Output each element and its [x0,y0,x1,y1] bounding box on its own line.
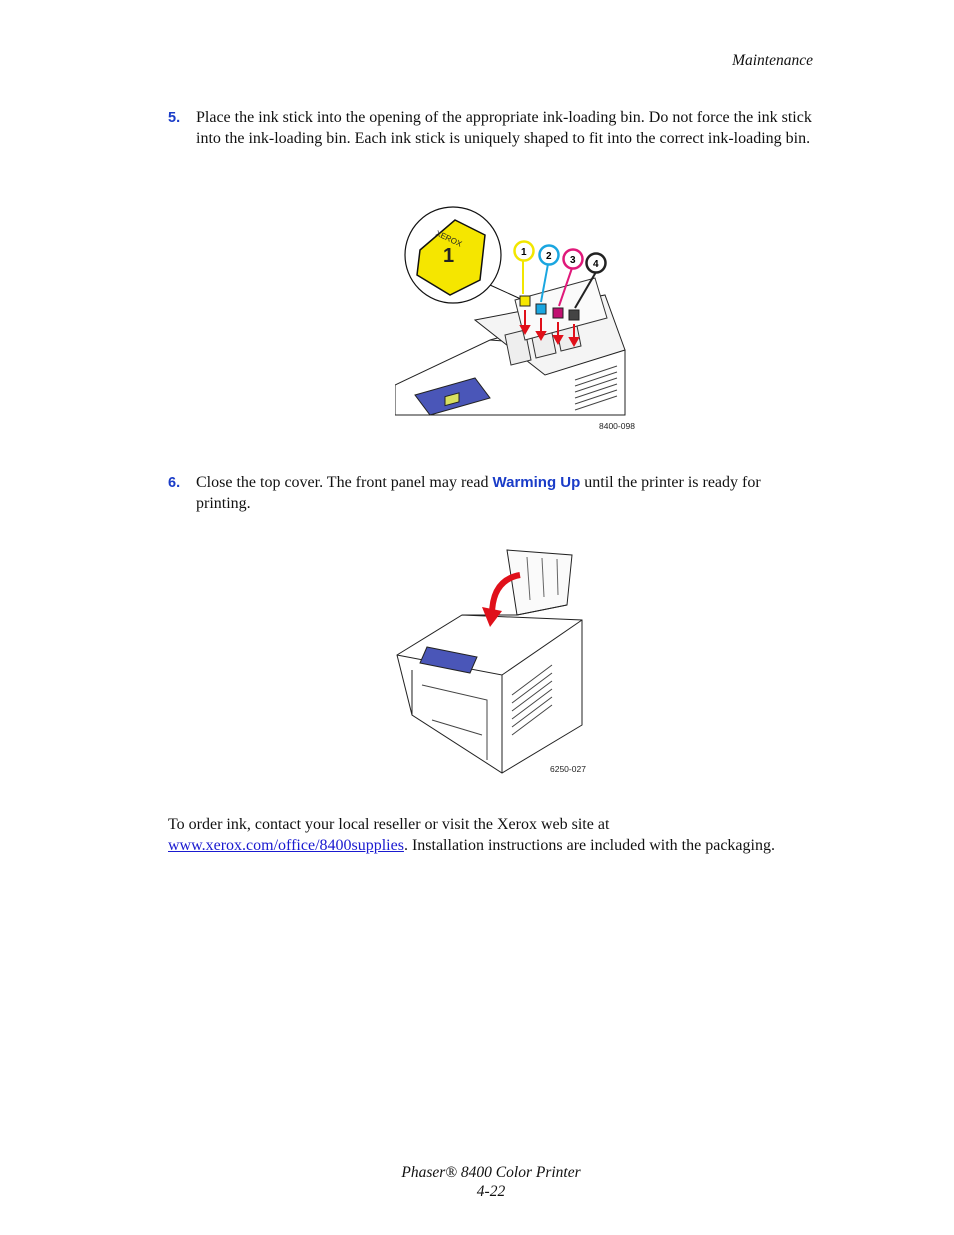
step-number: 6. [168,475,181,491]
supplies-link[interactable]: www.xerox.com/office/8400supplies [168,836,404,854]
running-header: Maintenance [732,52,813,69]
printer-ink-illustration [395,200,645,420]
stick-brand: XEROX [434,228,464,249]
page-footer [0,1163,954,1201]
callouts [515,242,606,273]
front-panel-message: Warming Up [492,474,581,491]
callout-2: 2 [546,251,552,262]
figure-caption: 6250-027 [550,764,586,774]
callout-1: 1 [521,247,527,258]
step-text: Place the ink stick into the opening of the appropriate ink-loading bin. Do not force the ink stick into the ink-loading bin. Each ink stick is uniquely shaped to fit into the correct ink-loading bin. [196,109,812,147]
callout-3: 3 [570,255,576,266]
figure-ink-loading [395,200,645,430]
page-number: 4-22 [476,1183,506,1200]
step-number: 5. [168,110,181,126]
order-ink-note: To order ink, contact your local reseller or visit the Xerox web site at www.xerox.com/office/8400supplies. Installation instructions are included with the packaging. [168,816,775,854]
figure-caption: 8400-098 [599,421,635,431]
printer-close-illustration [392,545,592,777]
step-text: Close the top cover. The front panel may read Warming Up until the printer is ready for printing. [196,474,761,512]
step-6 [168,473,813,514]
footer-product: Phaser® 8400 Color Printer [401,1164,581,1181]
stick-number: 1 [443,245,455,267]
callout-4: 4 [593,259,599,270]
figure-close-cover [392,545,592,780]
step-5 [168,108,813,149]
